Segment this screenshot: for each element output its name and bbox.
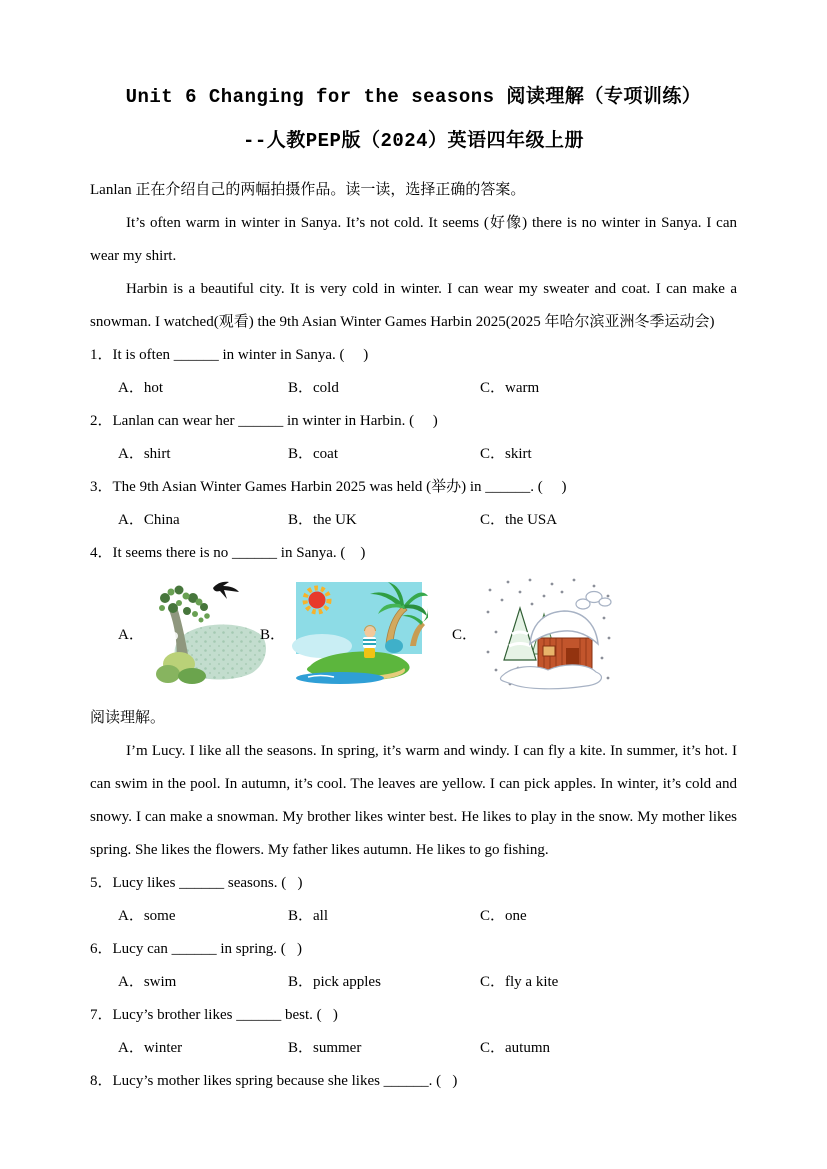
question-4-image-options: [90, 574, 737, 692]
spring-tree-swallow-field-scene-icon: [149, 576, 271, 690]
option-5b: B．all: [288, 908, 328, 924]
part2-paragraph: I’m Lucy. I like all the seasons. In spring, it’s warm and windy. I can fly a kite. In summer, it’s hot. I can swim in the pool. In autumn, it’s cool. The leaves are yellow. I can pick apples. In winter, it’s cold and snowy. I can make a snowman. My brother likes winter best. He likes to play in the snow. My mother likes spring. She likes the flowers. My father likes autumn. He likes to go fishing.: [90, 743, 737, 858]
option-7c: C．autumn: [480, 1040, 550, 1056]
question-3-options: [90, 504, 737, 537]
option-5a: A．some: [118, 908, 176, 924]
image-option-c: [452, 574, 737, 692]
option-1b: B．cold: [288, 380, 339, 396]
question-8: 8．Lucy’s mother likes spring because she likes ______. ( ): [90, 1073, 458, 1089]
option-7a: A．winter: [118, 1040, 183, 1056]
option-6b: B．pick apples: [288, 974, 381, 990]
question-2: 2．Lanlan can wear her ______ in winter in Harbin. ( ): [90, 413, 438, 429]
question-1: 1．It is often ______ in winter in Sanya. ( ): [90, 347, 369, 363]
option-3a: A．China: [118, 512, 180, 528]
option-2c: C．skirt: [480, 446, 532, 462]
part1-paragraph-1: It’s often warm in winter in Sanya. It’s not cold. It seems (好像) there is no winter in Sanya. I can wear my shirt.: [90, 215, 737, 264]
option-1a: A．hot: [118, 380, 164, 396]
question-3: 3．The 9th Asian Winter Games Harbin 2025 was held (举办) in ______. ( ): [90, 479, 567, 495]
option-2b: B．coat: [288, 446, 338, 462]
part1-intro: Lanlan 正在介绍自己的两幅拍摄作品。读一读，选择正确的答案。: [90, 182, 526, 198]
winter-snow-house-scene-icon: [482, 574, 614, 692]
doc-title-line2: --人教PEP版（2024）英语四年级上册: [242, 130, 585, 152]
question-4: 4．It seems there is no ______ in Sanya. ( ): [90, 545, 366, 561]
question-1-options: [90, 372, 737, 405]
image-option-a-label: A．: [118, 626, 144, 643]
part1-paragraph-2: Harbin is a beautiful city. It is very cold in winter. I can wear my sweater and coat. I can make a snowman. I watched(观看) the 9th Asian Winter Games Harbin 2025(2025 年哈尔滨亚洲冬季运动会): [90, 281, 737, 330]
question-6-options: [90, 966, 737, 999]
question-6: 6．Lucy can ______ in spring. ( ): [90, 941, 303, 957]
question-2-options: [90, 438, 737, 471]
summer-sun-palm-island-scene-icon: [290, 580, 428, 686]
part2-heading: 阅读理解。: [90, 710, 166, 726]
question-7-options: [90, 1032, 737, 1065]
option-1c: C．warm: [480, 380, 540, 396]
option-3b: B．the UK: [288, 512, 357, 528]
image-option-a: [90, 576, 260, 690]
option-5c: C．one: [480, 908, 527, 924]
option-2a: A．shirt: [118, 446, 171, 462]
question-7: 7．Lucy’s brother likes ______ best. ( ): [90, 1007, 338, 1023]
image-option-c-label: C．: [452, 626, 478, 643]
option-6c: C．fly a kite: [480, 974, 559, 990]
option-7b: B．summer: [288, 1040, 362, 1056]
option-3c: C．the USA: [480, 512, 558, 528]
doc-title-line1: Unit 6 Changing for the seasons 阅读理解（专项训练）: [125, 86, 702, 108]
option-6a: A．swim: [118, 974, 177, 990]
image-option-b: [260, 580, 452, 686]
question-5: 5．Lucy likes ______ seasons. ( ): [90, 875, 303, 891]
question-5-options: [90, 900, 737, 933]
image-option-b-label: B．: [260, 626, 286, 643]
